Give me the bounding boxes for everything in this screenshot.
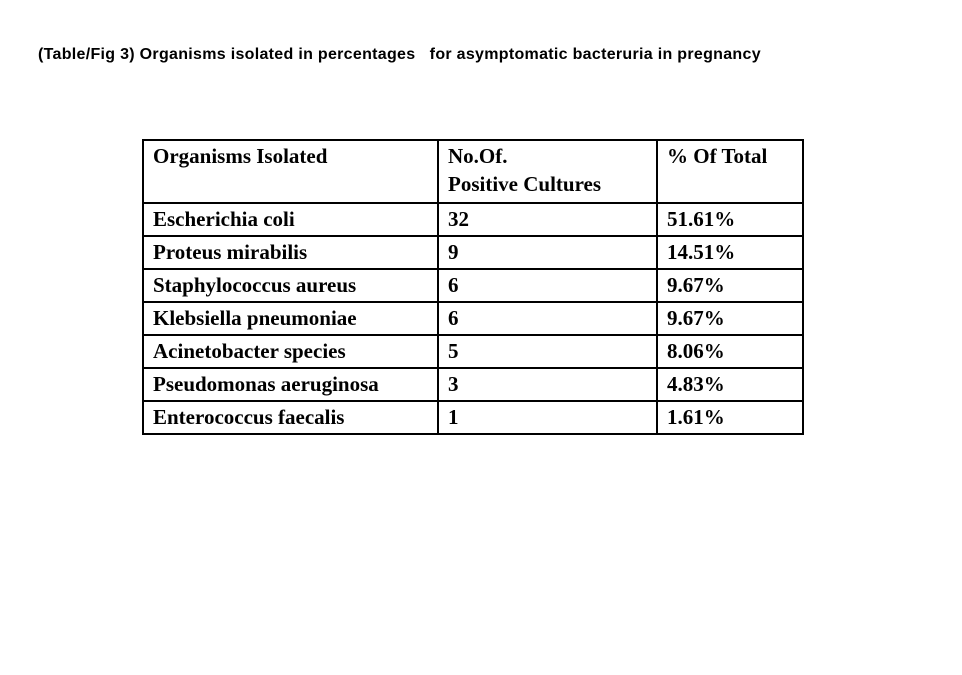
percent-total-cell: 1.61% — [657, 401, 803, 434]
figure-title: (Table/Fig 3) Organisms isolated in percentages for asymptomatic bacteruria in pregnancy — [38, 46, 761, 63]
table-row — [143, 203, 803, 236]
column-header-percent-total — [657, 140, 803, 203]
percent-total-cell: 9.67% — [657, 269, 803, 302]
table-header-row — [143, 140, 803, 203]
organism-name-cell: Staphylococcus aureus — [143, 269, 438, 302]
percent-total-cell: 9.67% — [657, 302, 803, 335]
positive-cultures-cell: 32 — [438, 203, 657, 236]
organism-name-cell: Pseudomonas aeruginosa — [143, 368, 438, 401]
organism-name-cell: Acinetobacter species — [143, 335, 438, 368]
column-header-positive-cultures-line1: No.Of. — [448, 144, 508, 168]
positive-cultures-cell: 9 — [438, 236, 657, 269]
organisms-table — [142, 139, 804, 435]
organism-name-cell: Escherichia coli — [143, 203, 438, 236]
positive-cultures-cell: 3 — [438, 368, 657, 401]
organism-name-cell: Klebsiella pneumoniae — [143, 302, 438, 335]
column-header-positive-cultures — [438, 140, 657, 203]
column-header-percent-total-label: % Of Total — [667, 144, 768, 168]
positive-cultures-cell: 5 — [438, 335, 657, 368]
percent-total-cell: 8.06% — [657, 335, 803, 368]
positive-cultures-cell: 6 — [438, 269, 657, 302]
positive-cultures-cell: 1 — [438, 401, 657, 434]
positive-cultures-cell: 6 — [438, 302, 657, 335]
column-header-organisms — [143, 140, 438, 203]
organism-name-cell: Proteus mirabilis — [143, 236, 438, 269]
percent-total-cell: 51.61% — [657, 203, 803, 236]
table-row — [143, 368, 803, 401]
percent-total-cell: 4.83% — [657, 368, 803, 401]
organism-name-cell: Enterococcus faecalis — [143, 401, 438, 434]
table-row — [143, 269, 803, 302]
column-header-organisms-label: Organisms Isolated — [153, 144, 328, 168]
table-row — [143, 236, 803, 269]
table-row — [143, 401, 803, 434]
column-header-positive-cultures-line2: Positive Cultures — [448, 171, 602, 196]
percent-total-cell: 14.51% — [657, 236, 803, 269]
table-row — [143, 302, 803, 335]
table-row — [143, 335, 803, 368]
